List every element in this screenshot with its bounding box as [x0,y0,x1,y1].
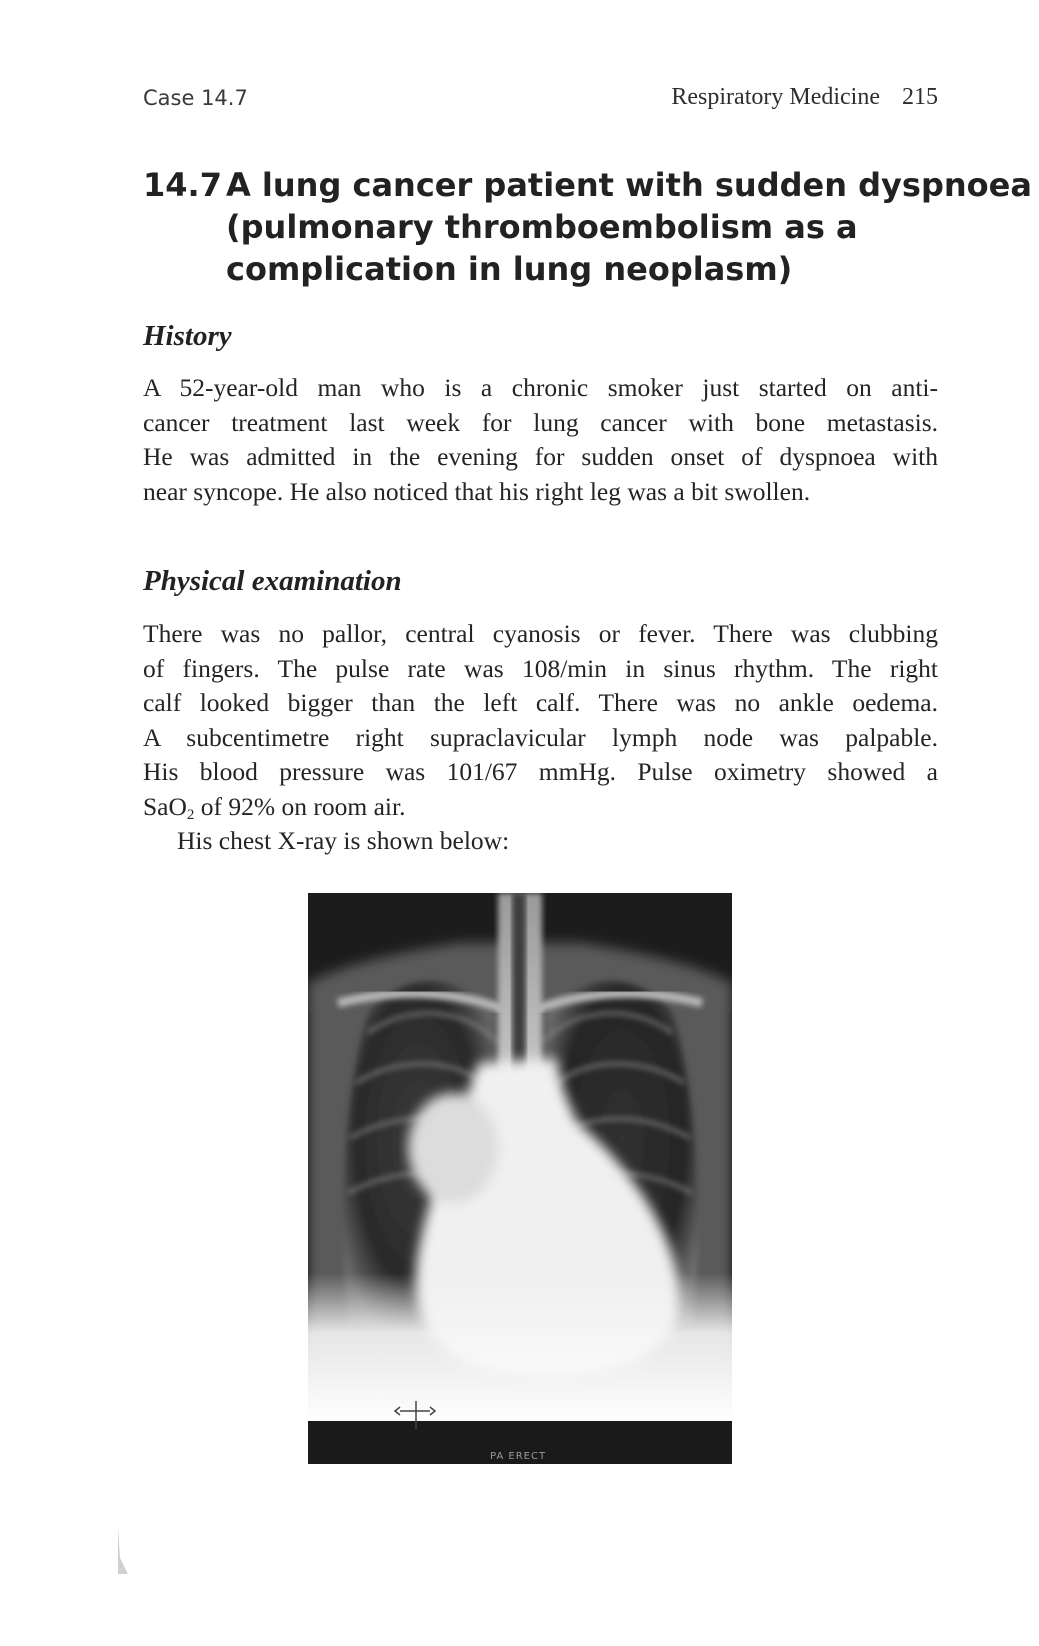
sao2-suffix: of 92% on room air. [194,791,406,821]
running-head [143,86,938,118]
running-head-title: Respiratory Medicine [671,84,880,110]
physical-examination-paragraph [143,617,938,859]
history-line: He was admitted in the evening for sudden onset of dyspnoea with [143,442,938,471]
running-head-book-section [671,84,938,111]
exam-line-sao2 [143,790,938,825]
chest-xray-figure [308,893,732,1464]
page-number: 215 [902,84,938,110]
exam-line: His blood pressure was 101/67 mmHg. Pulse oximetry showed a [143,757,938,786]
xray-label: PA ERECT [490,1451,547,1462]
exam-line: A subcentimetre right supraclavicular lymph node was palpable. [143,722,938,752]
running-head-case: Case 14.7 [143,86,248,110]
history-paragraph [143,371,938,509]
chest-xray-image [308,893,732,1464]
xray-intro-line: His chest X-ray is shown below: [177,826,510,855]
case-heading [226,164,1032,290]
exam-line: There was no pallor, central cyanosis or fever. There was clubbing [143,619,938,648]
sao2-subscript: 2 [186,806,195,823]
case-title-line: (pulmonary thromboembolism as a [226,208,858,246]
scan-artifact [116,1528,130,1576]
history-line: cancer treatment last week for lung cancer with bone metastasis. [143,407,938,437]
history-line: A 52-year-old man who is a chronic smoker just started on anti- [143,373,938,402]
history-heading: History [143,320,232,352]
sao2-prefix: SaO [143,791,187,821]
exam-line: calf looked bigger than the left calf. There was no ankle oedema. [143,688,938,717]
case-title-line: complication in lung neoplasm) [226,250,793,288]
case-number: 14.7 [143,166,222,204]
exam-line: of fingers. The pulse rate was 108/min in sinus rhythm. The right [143,653,938,683]
history-line: near syncope. He also noticed that his right leg was a bit swollen. [143,476,811,506]
case-title-line: A lung cancer patient with sudden dyspnoea [226,166,1032,204]
physical-examination-heading: Physical examination [143,565,402,597]
